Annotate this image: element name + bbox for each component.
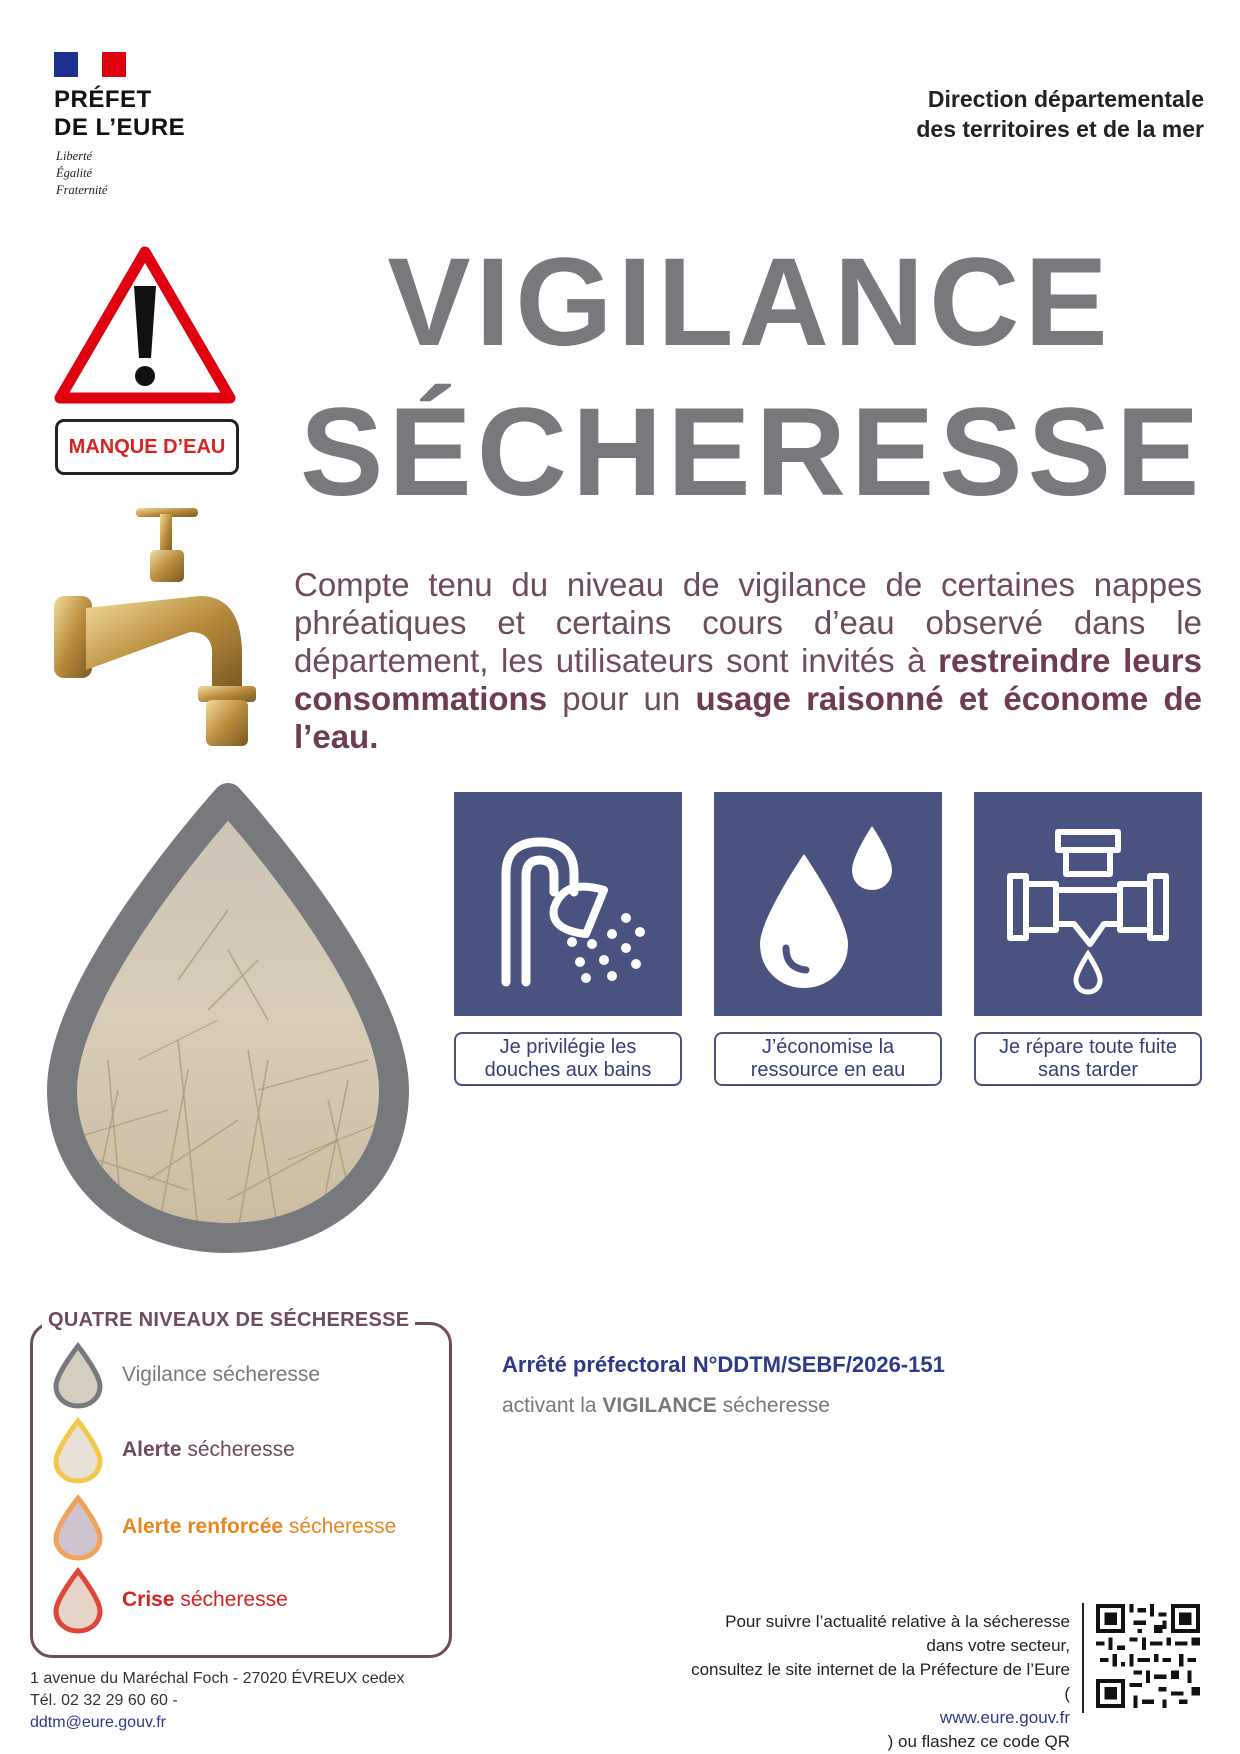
level-alerte xyxy=(50,1415,450,1485)
level-crise xyxy=(50,1565,450,1635)
pipe-leak-icon xyxy=(974,792,1202,1016)
grey-drop-icon xyxy=(50,1340,106,1410)
prefecture-website-link[interactable]: www.eure.gouv.fr xyxy=(939,1708,1070,1727)
manque-deau-label: MANQUE D’EAU xyxy=(68,435,226,458)
level-crise-text: sécheresse xyxy=(174,1588,288,1611)
arrete-title: Arrêté préfectoral N°DDTM/SEBF/2026-151 xyxy=(502,1352,945,1377)
marianne-logo xyxy=(54,52,126,77)
water-drops-icon xyxy=(714,792,942,1016)
water-drops-tile xyxy=(714,792,942,1016)
ddtm-line-1: Direction départementale xyxy=(927,86,1204,112)
level-crise-bold: Crise xyxy=(122,1588,175,1611)
intro-bold-2: usage raisonné et économe de l’eau. xyxy=(294,680,1202,755)
intro-text-2: pour un xyxy=(547,680,696,717)
follow-open-paren: ( xyxy=(1064,1684,1070,1703)
prefet-line-1: PRÉFET xyxy=(54,86,152,113)
motto-egalite: Égalité xyxy=(56,166,93,180)
orange-drop-icon xyxy=(50,1492,106,1562)
follow-tail: ) ou flashez ce code QR xyxy=(887,1732,1070,1751)
level-vigilance-text: Vigilance sécheresse xyxy=(122,1363,321,1386)
contact-line xyxy=(30,1690,510,1734)
level-alerte-renforcee-text: sécheresse xyxy=(283,1515,397,1538)
republic-motto xyxy=(56,148,176,199)
arrete-sub-suffix: sécheresse xyxy=(716,1394,830,1417)
motto-fraternite: Fraternité xyxy=(56,183,108,197)
faucet-icon xyxy=(50,500,270,750)
follow-info xyxy=(580,1610,1070,1754)
intro-paragraph xyxy=(294,566,1202,756)
prefet-name xyxy=(54,86,254,142)
level-alerte-bold: Alerte xyxy=(122,1438,182,1461)
intro-text-1: Compte tenu du niveau de vigilance de certaines nappes phréatiques et certains cours d’eau observé dans le département, les utilisateurs sont invités à xyxy=(294,566,1202,679)
follow-line-2: dans votre secteur, xyxy=(926,1636,1070,1655)
shower-icon xyxy=(454,792,682,1016)
level-alerte-renforcee-bold: Alerte renforcée xyxy=(122,1515,284,1538)
levels-title: QUATRE NIVEAUX DE SÉCHERESSE xyxy=(42,1306,415,1334)
qr-code[interactable] xyxy=(1096,1604,1200,1708)
yellow-drop-icon xyxy=(50,1415,106,1485)
follow-line-3: consultez le site internet de la Préfecture de l’Eure xyxy=(691,1660,1070,1679)
dry-grass-drop-image xyxy=(28,760,428,1270)
follow-line-1: Pour suivre l’actualité relative à la sécheresse xyxy=(725,1612,1070,1631)
warning-triangle-icon xyxy=(50,240,240,410)
ddtm-line-2: des territoires et de la mer xyxy=(916,116,1204,142)
level-alerte-label xyxy=(122,1438,295,1462)
title-line-2: SÉCHERESSE xyxy=(300,383,1205,522)
red-drop-icon xyxy=(50,1565,106,1635)
level-alerte-renforcee xyxy=(50,1492,450,1562)
level-vigilance xyxy=(50,1340,450,1410)
level-alerte-text: sécheresse xyxy=(181,1438,295,1461)
footer-address xyxy=(30,1668,510,1734)
email-link[interactable]: ddtm@eure.gouv.fr xyxy=(30,1714,167,1731)
action-caption-1-text: Je privilégie les douches aux bains xyxy=(484,1036,652,1081)
arrete-sub-prefix: activant la xyxy=(502,1394,603,1417)
level-crise-label xyxy=(122,1588,288,1612)
action-caption-3 xyxy=(974,1032,1202,1086)
motto-liberte: Liberté xyxy=(56,149,93,163)
title-line-1: VIGILANCE xyxy=(387,233,1113,372)
action-caption-3-text: Je répare toute fuite sans tarder xyxy=(999,1036,1177,1081)
divider xyxy=(1082,1603,1084,1713)
prefet-line-2: DE L’EURE xyxy=(54,114,186,141)
level-vigilance-label xyxy=(122,1363,320,1387)
arrete-subtitle xyxy=(502,1394,1102,1418)
ddtm-heading xyxy=(784,84,1204,144)
address-line: 1 avenue du Maréchal Foch - 27020 ÉVREUX cedex xyxy=(30,1670,405,1687)
pipe-leak-tile xyxy=(974,792,1202,1016)
action-caption-2-text: J’économise la ressource en eau xyxy=(750,1036,906,1081)
action-caption-1 xyxy=(454,1032,682,1086)
follow-line-4 xyxy=(580,1682,1070,1754)
arrete-sub-bold: VIGILANCE xyxy=(602,1394,717,1417)
action-caption-2 xyxy=(714,1032,942,1086)
shower-tile xyxy=(454,792,682,1016)
level-alerte-renforcee-label xyxy=(122,1515,396,1539)
manque-deau-badge xyxy=(55,419,239,475)
intro-bold-1: restreindre leurs consommations xyxy=(294,642,1202,717)
page-title xyxy=(300,228,1205,528)
phone-text: Tél. 02 32 29 60 60 - xyxy=(30,1692,178,1709)
